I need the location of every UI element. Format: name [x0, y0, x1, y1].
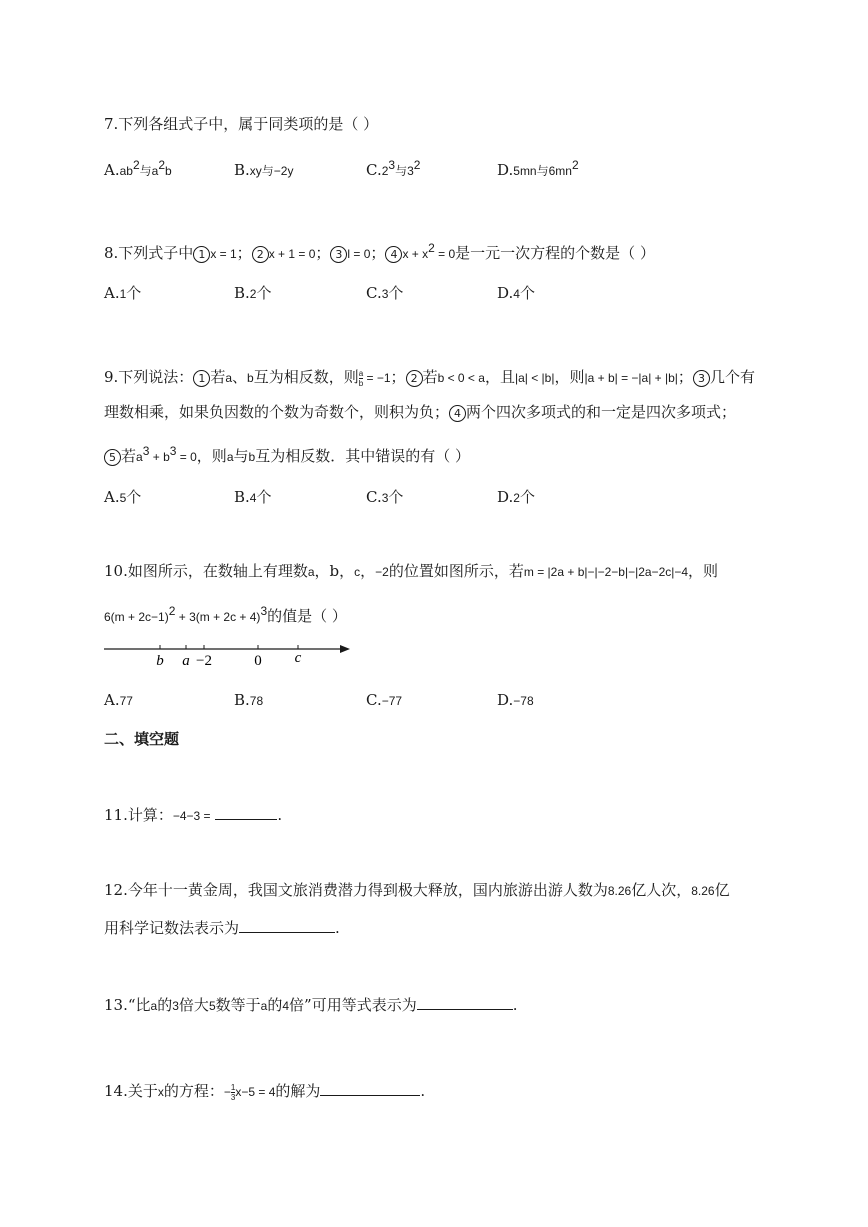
q9-option-c: C.3个: [366, 488, 404, 506]
label-a: a: [182, 653, 190, 669]
circled-number: 2: [406, 370, 423, 387]
question-11: 11.计算：−4−3 = .: [104, 806, 283, 824]
circled-number: 4: [385, 246, 402, 263]
q7-option-c: $C.2^3$与$3^2$: [366, 158, 421, 179]
question-10-line-1: 10.如图所示，在数轴上有理数a，b，c，−2的位置如图所示，若m = |2a + b|−|−2−b|−|2a−2c|−4，则: [104, 562, 719, 580]
answer-blank[interactable]: [215, 805, 277, 820]
q8-option-d: D.4个: [497, 284, 535, 302]
question-9-line-1: 9.下列说法： 1 若a、b互为相反数，则 $\frac{a}{b}$ = −1； 2 若b < 0 < a，且|a| < |b|，则|a + b| = −|a| + |b|； 3 几个有: [104, 368, 755, 388]
circled-number: 2: [252, 246, 269, 263]
fraction: $\frac{a}{b}$: [358, 368, 364, 388]
q8-option-c: C.3个: [366, 284, 404, 302]
q8-option-b: B.2个: [234, 284, 272, 302]
q10-option-c: C.−77: [366, 691, 403, 709]
q10-option-a: A.77: [104, 691, 133, 709]
question-9-line-2: 理数相乘，如果负因数的个数为奇数个，则积为负； 4 两个四次多项式的和一定是四次多项式；: [104, 403, 737, 421]
answer-blank[interactable]: [417, 995, 513, 1010]
q10-option-d: D.−78: [497, 691, 534, 709]
q9-option-b: B.4个: [234, 488, 272, 506]
label-minus-2: −2: [196, 653, 212, 669]
label-b: b: [156, 653, 164, 669]
q7-option-d: D.5mn与$6mn^2$: [497, 158, 579, 179]
circled-number: 1: [193, 246, 210, 263]
q7-option-a: $A.ab^2$与$a^2b$: [104, 158, 172, 179]
question-13: 13.“比a的3倍大5数等于a的4倍”可用等式表示为 .: [104, 996, 518, 1014]
circled-number: 5: [104, 449, 121, 466]
circled-number: 1: [193, 370, 210, 387]
question-12-line-2: 用科学记数法表示为 .: [104, 919, 340, 937]
question-7-stem: 7.下列各组式子中，属于同类项的是（ ）: [104, 115, 379, 133]
section-heading: 二、填空题: [104, 730, 180, 748]
label-c: c: [294, 650, 302, 666]
answer-blank[interactable]: [320, 1081, 420, 1096]
q9-option-a: A.5个: [104, 488, 142, 506]
circled-number: 4: [449, 405, 466, 422]
question-14: 14.关于x的方程：− $\frac{1}{3}$ x−5 = 4的解为 .: [104, 1082, 426, 1102]
label-zero: 0: [254, 653, 262, 669]
circled-number: 3: [330, 246, 347, 263]
question-8-stem: 8.下列式子中 1 x = 1； 2 x + 1 = 0； 3 l = 0； 4 $x + x^2 = 0$是一元一次方程的个数是（ ）: [104, 241, 655, 262]
question-9-line-3: 5 若$a^3 + b^3 = 0$，则a与b互为相反数．其中错误的有（ ）: [104, 446, 470, 467]
q9-option-d: D.2个: [497, 488, 535, 506]
circled-number: 3: [693, 370, 710, 387]
number-line-arrow: [340, 645, 350, 653]
q7-option-b: B.xy与−2y: [234, 161, 294, 179]
q8-option-a: A.1个: [104, 284, 142, 302]
answer-blank[interactable]: [239, 918, 335, 933]
q10-option-b: B.78: [234, 691, 264, 709]
question-12-line-1: 12.今年十一黄金周，我国文旅消费潜力得到极大释放，国内旅游出游人数为8.26亿人次，8.26亿: [104, 881, 730, 899]
fraction: $\frac{1}{3}$: [230, 1082, 236, 1102]
number-line-figure: [100, 638, 360, 672]
question-10-line-2: $6(m + 2c-1)^2 + 3(m + 2c + 4)^3$的值是（ ）: [104, 604, 347, 625]
